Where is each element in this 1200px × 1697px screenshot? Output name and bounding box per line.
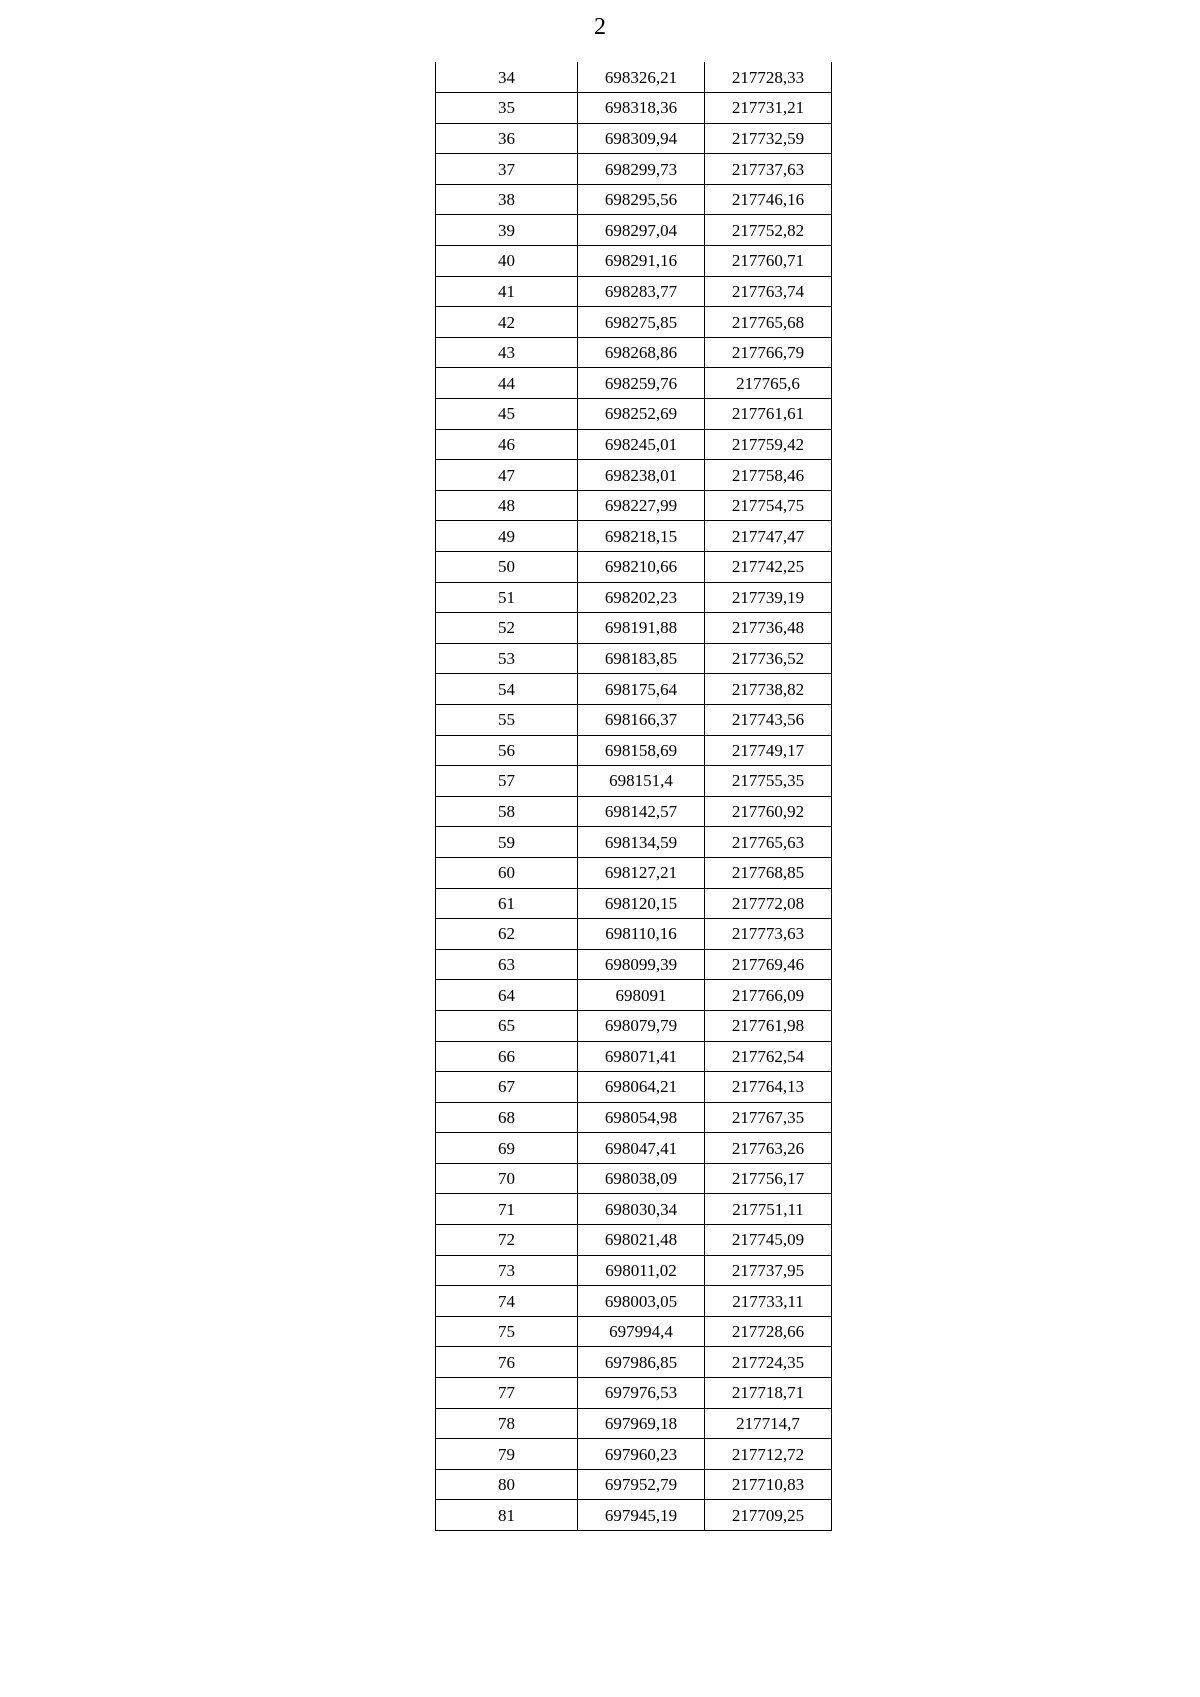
- table-row: [436, 857, 832, 888]
- x-coordinate-cell: 698134,59: [578, 827, 705, 858]
- y-coordinate-cell: 217736,48: [705, 613, 832, 644]
- point-number-cell: 61: [436, 888, 578, 919]
- point-number-cell: 65: [436, 1010, 578, 1041]
- point-number-cell: 62: [436, 919, 578, 950]
- table-row: [436, 1378, 832, 1409]
- table-row: [436, 1163, 832, 1194]
- y-coordinate-cell: 217763,74: [705, 276, 832, 307]
- point-number-cell: 78: [436, 1408, 578, 1439]
- y-coordinate-cell: 217728,66: [705, 1316, 832, 1347]
- y-coordinate-cell: 217754,75: [705, 490, 832, 521]
- coordinates-table-body: [436, 62, 832, 1531]
- y-coordinate-cell: 217746,16: [705, 184, 832, 215]
- table-row: [436, 796, 832, 827]
- point-number-cell: 77: [436, 1378, 578, 1409]
- table-row: [436, 276, 832, 307]
- y-coordinate-cell: 217737,63: [705, 154, 832, 185]
- y-coordinate-cell: 217724,35: [705, 1347, 832, 1378]
- table-row: [436, 62, 832, 93]
- table-row: [436, 1041, 832, 1072]
- point-number-cell: 51: [436, 582, 578, 613]
- x-coordinate-cell: 698318,36: [578, 93, 705, 124]
- point-number-cell: 54: [436, 674, 578, 705]
- point-number-cell: 68: [436, 1102, 578, 1133]
- x-coordinate-cell: 698202,23: [578, 582, 705, 613]
- y-coordinate-cell: 217760,92: [705, 796, 832, 827]
- y-coordinate-cell: 217752,82: [705, 215, 832, 246]
- table-row: [436, 613, 832, 644]
- table-row: [436, 154, 832, 185]
- x-coordinate-cell: 698142,57: [578, 796, 705, 827]
- table-row: [436, 1072, 832, 1103]
- y-coordinate-cell: 217760,71: [705, 246, 832, 277]
- x-coordinate-cell: 698038,09: [578, 1163, 705, 1194]
- table-row: [436, 521, 832, 552]
- y-coordinate-cell: 217709,25: [705, 1500, 832, 1531]
- point-number-cell: 48: [436, 490, 578, 521]
- x-coordinate-cell: 698183,85: [578, 643, 705, 674]
- y-coordinate-cell: 217768,85: [705, 857, 832, 888]
- x-coordinate-cell: 698127,21: [578, 857, 705, 888]
- x-coordinate-cell: 698218,15: [578, 521, 705, 552]
- table-row: [436, 735, 832, 766]
- y-coordinate-cell: 217761,61: [705, 399, 832, 430]
- y-coordinate-cell: 217737,95: [705, 1255, 832, 1286]
- y-coordinate-cell: 217710,83: [705, 1469, 832, 1500]
- y-coordinate-cell: 217755,35: [705, 766, 832, 797]
- table-row: [436, 246, 832, 277]
- point-number-cell: 37: [436, 154, 578, 185]
- x-coordinate-cell: 698326,21: [578, 62, 705, 93]
- x-coordinate-cell: 698259,76: [578, 368, 705, 399]
- y-coordinate-cell: 217766,09: [705, 980, 832, 1011]
- x-coordinate-cell: 697969,18: [578, 1408, 705, 1439]
- y-coordinate-cell: 217732,59: [705, 123, 832, 154]
- point-number-cell: 36: [436, 123, 578, 154]
- x-coordinate-cell: 698295,56: [578, 184, 705, 215]
- point-number-cell: 49: [436, 521, 578, 552]
- x-coordinate-cell: 698099,39: [578, 949, 705, 980]
- point-number-cell: 47: [436, 460, 578, 491]
- x-coordinate-cell: 698191,88: [578, 613, 705, 644]
- table-row: [436, 307, 832, 338]
- point-number-cell: 63: [436, 949, 578, 980]
- table-row: [436, 93, 832, 124]
- x-coordinate-cell: 698297,04: [578, 215, 705, 246]
- y-coordinate-cell: 217718,71: [705, 1378, 832, 1409]
- point-number-cell: 55: [436, 704, 578, 735]
- x-coordinate-cell: 698158,69: [578, 735, 705, 766]
- x-coordinate-cell: 698120,15: [578, 888, 705, 919]
- point-number-cell: 43: [436, 337, 578, 368]
- table-row: [436, 674, 832, 705]
- y-coordinate-cell: 217759,42: [705, 429, 832, 460]
- table-row: [436, 1010, 832, 1041]
- point-number-cell: 74: [436, 1286, 578, 1317]
- table-row: [436, 919, 832, 950]
- y-coordinate-cell: 217765,68: [705, 307, 832, 338]
- x-coordinate-cell: 697986,85: [578, 1347, 705, 1378]
- point-number-cell: 72: [436, 1225, 578, 1256]
- table-row: [436, 552, 832, 583]
- x-coordinate-cell: 698291,16: [578, 246, 705, 277]
- table-row: [436, 1408, 832, 1439]
- x-coordinate-cell: 698091: [578, 980, 705, 1011]
- x-coordinate-cell: 698047,41: [578, 1133, 705, 1164]
- x-coordinate-cell: 698071,41: [578, 1041, 705, 1072]
- table-row: [436, 1133, 832, 1164]
- y-coordinate-cell: 217731,21: [705, 93, 832, 124]
- point-number-cell: 81: [436, 1500, 578, 1531]
- table-row: [436, 1469, 832, 1500]
- point-number-cell: 67: [436, 1072, 578, 1103]
- x-coordinate-cell: 698252,69: [578, 399, 705, 430]
- point-number-cell: 75: [436, 1316, 578, 1347]
- point-number-cell: 79: [436, 1439, 578, 1470]
- y-coordinate-cell: 217769,46: [705, 949, 832, 980]
- point-number-cell: 60: [436, 857, 578, 888]
- y-coordinate-cell: 217773,63: [705, 919, 832, 950]
- y-coordinate-cell: 217772,08: [705, 888, 832, 919]
- x-coordinate-cell: 698309,94: [578, 123, 705, 154]
- table-row: [436, 215, 832, 246]
- y-coordinate-cell: 217742,25: [705, 552, 832, 583]
- table-row: [436, 123, 832, 154]
- y-coordinate-cell: 217739,19: [705, 582, 832, 613]
- table-row: [436, 827, 832, 858]
- table-row: [436, 460, 832, 491]
- y-coordinate-cell: 217714,7: [705, 1408, 832, 1439]
- point-number-cell: 80: [436, 1469, 578, 1500]
- x-coordinate-cell: 698210,66: [578, 552, 705, 583]
- y-coordinate-cell: 217745,09: [705, 1225, 832, 1256]
- y-coordinate-cell: 217762,54: [705, 1041, 832, 1072]
- y-coordinate-cell: 217749,17: [705, 735, 832, 766]
- x-coordinate-cell: 697952,79: [578, 1469, 705, 1500]
- table-row: [436, 582, 832, 613]
- point-number-cell: 59: [436, 827, 578, 858]
- x-coordinate-cell: 698054,98: [578, 1102, 705, 1133]
- y-coordinate-cell: 217743,56: [705, 704, 832, 735]
- table-row: [436, 490, 832, 521]
- x-coordinate-cell: 698175,64: [578, 674, 705, 705]
- table-row: [436, 368, 832, 399]
- x-coordinate-cell: 698245,01: [578, 429, 705, 460]
- table-row: [436, 1225, 832, 1256]
- y-coordinate-cell: 217758,46: [705, 460, 832, 491]
- x-coordinate-cell: 698151,4: [578, 766, 705, 797]
- y-coordinate-cell: 217765,63: [705, 827, 832, 858]
- y-coordinate-cell: 217736,52: [705, 643, 832, 674]
- point-number-cell: 66: [436, 1041, 578, 1072]
- point-number-cell: 34: [436, 62, 578, 93]
- x-coordinate-cell: 698238,01: [578, 460, 705, 491]
- y-coordinate-cell: 217712,72: [705, 1439, 832, 1470]
- point-number-cell: 57: [436, 766, 578, 797]
- x-coordinate-cell: 698275,85: [578, 307, 705, 338]
- point-number-cell: 58: [436, 796, 578, 827]
- x-coordinate-cell: 698166,37: [578, 704, 705, 735]
- y-coordinate-cell: 217765,6: [705, 368, 832, 399]
- coordinates-table: [435, 62, 832, 1531]
- table-row: [436, 949, 832, 980]
- point-number-cell: 44: [436, 368, 578, 399]
- point-number-cell: 76: [436, 1347, 578, 1378]
- table-row: [436, 1102, 832, 1133]
- table-row: [436, 1255, 832, 1286]
- y-coordinate-cell: 217756,17: [705, 1163, 832, 1194]
- y-coordinate-cell: 217751,11: [705, 1194, 832, 1225]
- x-coordinate-cell: 698110,16: [578, 919, 705, 950]
- y-coordinate-cell: 217763,26: [705, 1133, 832, 1164]
- y-coordinate-cell: 217747,47: [705, 521, 832, 552]
- y-coordinate-cell: 217767,35: [705, 1102, 832, 1133]
- table-row: [436, 888, 832, 919]
- y-coordinate-cell: 217733,11: [705, 1286, 832, 1317]
- point-number-cell: 39: [436, 215, 578, 246]
- x-coordinate-cell: 698030,34: [578, 1194, 705, 1225]
- table-row: [436, 1347, 832, 1378]
- x-coordinate-cell: 697960,23: [578, 1439, 705, 1470]
- point-number-cell: 46: [436, 429, 578, 460]
- y-coordinate-cell: 217728,33: [705, 62, 832, 93]
- table-row: [436, 337, 832, 368]
- x-coordinate-cell: 698283,77: [578, 276, 705, 307]
- point-number-cell: 56: [436, 735, 578, 766]
- point-number-cell: 71: [436, 1194, 578, 1225]
- point-number-cell: 50: [436, 552, 578, 583]
- point-number-cell: 73: [436, 1255, 578, 1286]
- point-number-cell: 40: [436, 246, 578, 277]
- point-number-cell: 42: [436, 307, 578, 338]
- table-row: [436, 1286, 832, 1317]
- x-coordinate-cell: 697976,53: [578, 1378, 705, 1409]
- table-row: [436, 184, 832, 215]
- x-coordinate-cell: 698003,05: [578, 1286, 705, 1317]
- table-row: [436, 399, 832, 430]
- point-number-cell: 41: [436, 276, 578, 307]
- x-coordinate-cell: 698064,21: [578, 1072, 705, 1103]
- point-number-cell: 69: [436, 1133, 578, 1164]
- x-coordinate-cell: 698268,86: [578, 337, 705, 368]
- point-number-cell: 38: [436, 184, 578, 215]
- table-row: [436, 1500, 832, 1531]
- table-row: [436, 766, 832, 797]
- table-row: [436, 704, 832, 735]
- y-coordinate-cell: 217766,79: [705, 337, 832, 368]
- point-number-cell: 53: [436, 643, 578, 674]
- x-coordinate-cell: 698299,73: [578, 154, 705, 185]
- table-row: [436, 980, 832, 1011]
- x-coordinate-cell: 698227,99: [578, 490, 705, 521]
- point-number-cell: 70: [436, 1163, 578, 1194]
- y-coordinate-cell: 217761,98: [705, 1010, 832, 1041]
- page-number: 2: [594, 14, 606, 40]
- x-coordinate-cell: 698079,79: [578, 1010, 705, 1041]
- x-coordinate-cell: 698011,02: [578, 1255, 705, 1286]
- point-number-cell: 35: [436, 93, 578, 124]
- point-number-cell: 45: [436, 399, 578, 430]
- point-number-cell: 52: [436, 613, 578, 644]
- table-row: [436, 1316, 832, 1347]
- table-row: [436, 1194, 832, 1225]
- x-coordinate-cell: 697994,4: [578, 1316, 705, 1347]
- table-row: [436, 1439, 832, 1470]
- x-coordinate-cell: 698021,48: [578, 1225, 705, 1256]
- y-coordinate-cell: 217764,13: [705, 1072, 832, 1103]
- table-row: [436, 643, 832, 674]
- table-row: [436, 429, 832, 460]
- point-number-cell: 64: [436, 980, 578, 1011]
- y-coordinate-cell: 217738,82: [705, 674, 832, 705]
- x-coordinate-cell: 697945,19: [578, 1500, 705, 1531]
